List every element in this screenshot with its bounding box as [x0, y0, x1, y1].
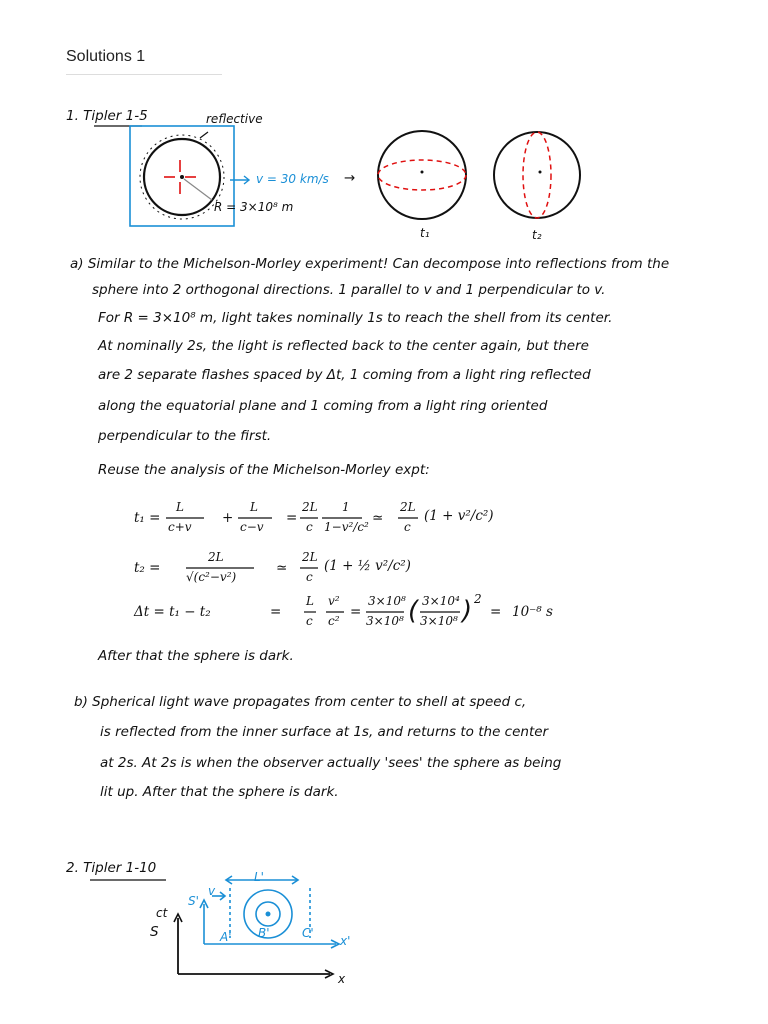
- t1-label: t₁: [420, 226, 430, 240]
- part-a-line-7: perpendicular to the first.: [98, 428, 272, 444]
- eq2-lhs: t₂ =: [134, 560, 161, 576]
- eq1-f5-den: c: [404, 520, 411, 534]
- eq1-f3-den: c: [306, 520, 313, 534]
- eq3-eq2: =: [350, 604, 362, 620]
- eq2-tail: (1 + ½ v²/c²): [324, 558, 411, 574]
- light-rays: [164, 160, 196, 194]
- L-prime-label: L': [254, 870, 264, 884]
- page-title: Solutions 1: [66, 48, 146, 65]
- part-a-line-4: At nominally 2s, the light is reflected back to the center again, but there: [98, 338, 589, 354]
- problem2-heading: 2. Tipler 1-10: [66, 860, 157, 876]
- eq1-f1-num: L: [176, 500, 184, 514]
- eq3-f2-den: c²: [328, 614, 340, 628]
- eq1-f4-den: 1−v²/c²: [324, 520, 369, 534]
- eq2-approx: ≃: [276, 560, 288, 576]
- eq2-f-num: 2L: [208, 550, 224, 564]
- eq3-eq: =: [270, 604, 282, 620]
- reuse-line: Reuse the analysis of the Michelson-Morley expt:: [98, 462, 430, 478]
- reflective-label: reflective: [206, 112, 263, 126]
- part-b-line-4: lit up. After that the sphere is dark.: [100, 784, 339, 800]
- eq1-f2-den: c−v: [240, 520, 264, 534]
- eq3-lhs: Δt = t₁ − t₂: [134, 604, 211, 620]
- problem1-heading: 1. Tipler 1-5: [66, 108, 148, 124]
- sphere-shell: [144, 139, 220, 215]
- t2-label: t₂: [532, 228, 542, 242]
- eq1-approx: ≃: [372, 510, 384, 526]
- eq1-f5-num: 2L: [400, 500, 416, 514]
- eq2-f-den: √(c²−v²): [186, 570, 237, 584]
- C-prime-label: C': [302, 926, 314, 940]
- part-a-line-2: sphere into 2 orthogonal directions. 1 parallel to v and 1 perpendicular to v.: [92, 282, 606, 298]
- part-b-line-1: b) Spherical light wave propagates from center to shell at speed c,: [74, 694, 527, 710]
- radius-label: R = 3×10⁸ m: [214, 200, 294, 214]
- eq3-result: 10⁻⁸ s: [512, 604, 553, 620]
- eq3-f4-num: 3×10⁴: [422, 594, 460, 608]
- B-prime-label: B': [258, 926, 270, 940]
- eq1-f2-num: L: [250, 500, 258, 514]
- eq3-paren-close: ): [462, 596, 473, 626]
- eq1-lhs: t₁ =: [134, 510, 161, 526]
- ct-label: ct: [156, 906, 168, 920]
- after-a-line: After that the sphere is dark.: [98, 648, 294, 664]
- part-a-line-1: a) Similar to the Michelson-Morley experiment! Can decompose into reflections from the: [70, 256, 670, 272]
- sphere-t1: [378, 131, 466, 219]
- eq3-f4-den: 3×10⁸: [420, 614, 458, 628]
- eq3-f3-den: 3×10⁸: [366, 614, 404, 628]
- arrow-glyph: →: [344, 170, 356, 186]
- velocity-label: v = 30 km/s: [256, 172, 329, 186]
- part-b-line-3: at 2s. At 2s is when the observer actually 'sees' the sphere as being: [100, 755, 562, 771]
- x-label: x: [338, 972, 346, 986]
- eq1-tail: (1 + v²/c²): [424, 508, 494, 524]
- eq3-square: 2: [474, 592, 482, 606]
- header-divider: [66, 74, 222, 75]
- eq1-plus: +: [222, 510, 234, 526]
- x-prime-label: x': [340, 934, 351, 948]
- eq1-f4-num: 1: [342, 500, 350, 514]
- part-b-line-2: is reflected from the inner surface at 1s, and returns to the center: [100, 724, 549, 740]
- eq2-f2-den: c: [306, 570, 313, 584]
- eq3-f1-den: c: [306, 614, 313, 628]
- eq3-eq3: =: [490, 604, 502, 620]
- eq3-f2-num: v²: [328, 594, 340, 608]
- eq3-f1-num: L: [306, 594, 314, 608]
- S-label: S: [150, 924, 159, 940]
- eq3-paren-open: (: [408, 596, 419, 626]
- eq2-f2-num: 2L: [302, 550, 318, 564]
- part-a-line-5: are 2 separate flashes spaced by Δt, 1 coming from a light ring reflected: [98, 367, 591, 383]
- A-prime-label: A': [220, 930, 232, 944]
- eq1-f1-den: c+v: [168, 520, 192, 534]
- eq1-eq: =: [286, 510, 298, 526]
- S-prime-label: S': [188, 894, 199, 908]
- part-a-line-6: along the equatorial plane and 1 coming from a light ring oriented: [98, 398, 548, 414]
- v-label: v: [208, 884, 216, 898]
- part-a-line-3: For R = 3×10⁸ m, light takes nominally 1s to reach the shell from its center.: [98, 310, 613, 326]
- sphere-t2: [494, 132, 580, 218]
- page-header: [66, 48, 222, 75]
- eq1-f3-num: 2L: [302, 500, 318, 514]
- eq3-f3-num: 3×10⁸: [368, 594, 406, 608]
